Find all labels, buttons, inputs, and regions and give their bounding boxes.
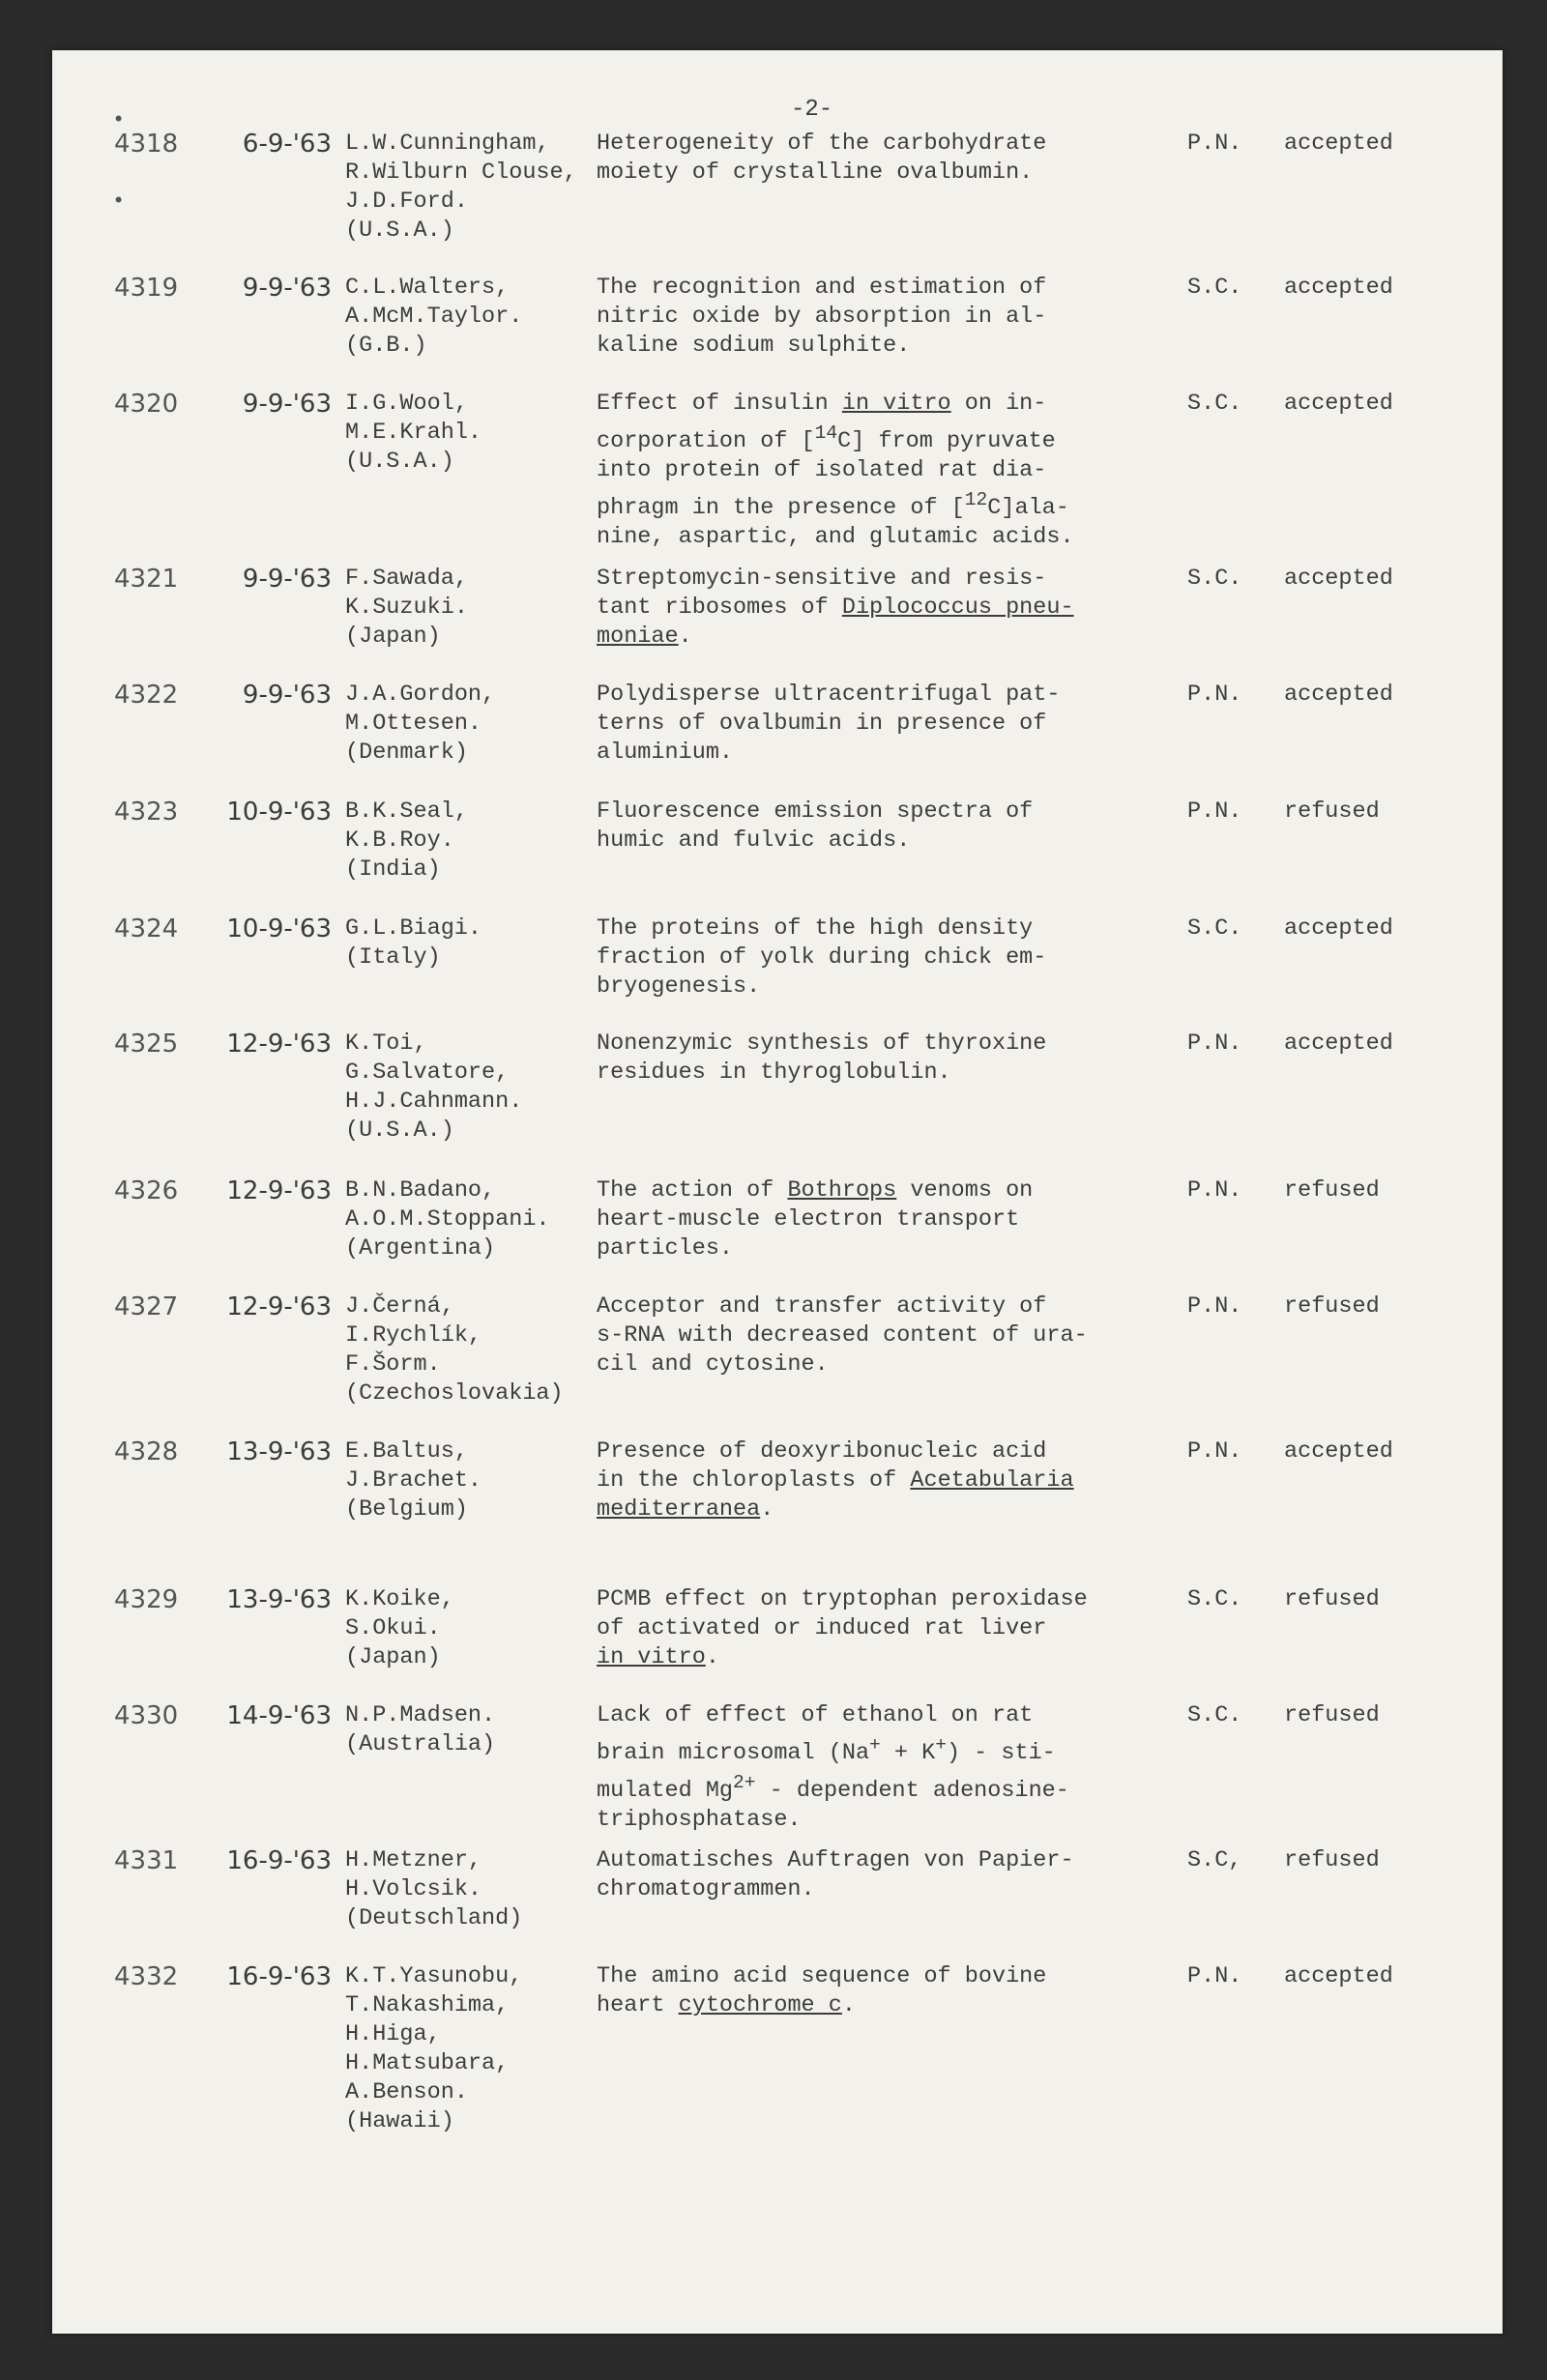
entry-authors: K.Koike, S.Okui. (Japan) [345, 1586, 454, 1670]
title-line: into protein of isolated rat dia- [597, 456, 1047, 483]
entry-journal: P.N. [1187, 1293, 1242, 1320]
entry-number: 4328 [114, 1437, 179, 1466]
entry-date: 12-9-'63 [226, 1176, 332, 1205]
entry-status: refused [1284, 1586, 1380, 1612]
title-line: The proteins of the high density [597, 915, 1034, 942]
title-line: heart-muscle electron transport [597, 1206, 1020, 1233]
entry-authors: F.Sawada, K.Suzuki. (Japan) [345, 566, 468, 650]
entry-authors: I.G.Wool, M.E.Krahl. (U.S.A.) [345, 391, 482, 475]
entry-authors: L.W.Cunningham, R.Wilburn Clouse, J.D.Ford. (U.S.A.) [345, 131, 577, 244]
entry-title [597, 1030, 1177, 1088]
entry-status: refused [1284, 1847, 1380, 1873]
entry-status: accepted [1284, 566, 1393, 592]
entry-authors: H.Metzner, H.Volcsik. (Deutschland) [345, 1847, 523, 1931]
entry-authors: K.T.Yasunobu, T.Nakashima, H.Higa, H.Matsubara, A.Benson. (Hawaii) [345, 1963, 523, 2134]
entry-date: 16-9-'63 [226, 1962, 332, 1991]
entry-number: 4326 [114, 1176, 179, 1205]
entry-number: 4320 [114, 390, 179, 419]
entry-title [597, 1701, 1177, 1835]
margin-dot: • [112, 189, 126, 214]
entry-journal: S.C. [1187, 391, 1242, 417]
entry-date: 9-9-'63 [242, 274, 332, 303]
title-line: Effect of insulin in vitro on in- [597, 391, 1047, 417]
entry-title [597, 1962, 1177, 2020]
title-line: phragm in the presence of [$^{12}$C]ala- [597, 488, 1069, 521]
title-line: particles. [597, 1235, 734, 1262]
entry-title [597, 1846, 1177, 1904]
entry-number: 4325 [114, 1030, 179, 1059]
entry-authors: N.P.Madsen. (Australia) [345, 1702, 496, 1757]
entry-status: accepted [1284, 275, 1393, 301]
title-line: tant ribosomes of Diplococcus pneu- [597, 595, 1074, 621]
entry-journal: P.N. [1187, 1963, 1242, 1989]
entry-number: 4318 [114, 130, 179, 159]
entry-date: 9-9-'63 [242, 390, 332, 419]
entry-status: accepted [1284, 1963, 1393, 1989]
entry-title [597, 914, 1177, 1001]
entry-title [597, 681, 1177, 768]
entry-journal: S.C. [1187, 1586, 1242, 1612]
entry-journal: S.C. [1187, 566, 1242, 592]
title-line: brain microsomal (Na+ + K+) - sti- [597, 1734, 1056, 1766]
entry-journal: S.C. [1187, 275, 1242, 301]
margin-dot: • [112, 108, 126, 132]
entry-status: accepted [1284, 1438, 1393, 1465]
entry-title [597, 565, 1177, 652]
title-line: fraction of yolk during chick em- [597, 944, 1047, 971]
title-line: Fluorescence emission spectra of [597, 798, 1034, 825]
title-line: Lack of effect of ethanol on rat [597, 1702, 1034, 1728]
entry-journal: P.N. [1187, 1177, 1242, 1204]
title-line: humic and fulvic acids. [597, 827, 911, 854]
title-line: Acceptor and transfer activity of [597, 1293, 1047, 1320]
entry-authors: C.L.Walters, A.McM.Taylor. (G.B.) [345, 275, 523, 359]
entry-title [597, 1437, 1177, 1524]
entry-status: refused [1284, 798, 1380, 825]
title-line: The recognition and estimation of [597, 275, 1047, 301]
entry-status: accepted [1284, 391, 1393, 417]
entry-date: 10-9-'63 [226, 914, 332, 943]
entry-date: 13-9-'63 [226, 1585, 332, 1614]
entry-date: 6-9-'63 [242, 130, 332, 159]
title-line: Streptomycin-sensitive and resis- [597, 566, 1047, 592]
entry-status: accepted [1284, 1030, 1393, 1057]
title-line: aluminium. [597, 740, 734, 766]
title-line: Automatisches Auftragen von Papier- [597, 1847, 1074, 1873]
entry-authors: J.Černá, I.Rychlík, F.Šorm. (Czechoslovakia) [345, 1293, 564, 1407]
page-number: -2- [791, 97, 833, 123]
title-line: in the chloroplasts of Acetabularia [597, 1467, 1074, 1494]
entry-journal: P.N. [1187, 682, 1242, 708]
title-line: The action of Bothrops venoms on [597, 1177, 1034, 1204]
title-line: Presence of deoxyribonucleic acid [597, 1438, 1047, 1465]
entry-number: 4329 [114, 1585, 179, 1614]
entry-authors: E.Baltus, J.Brachet. (Belgium) [345, 1438, 482, 1523]
entry-title [597, 798, 1177, 856]
title-line: triphosphatase. [597, 1806, 802, 1833]
title-line: terns of ovalbumin in presence of [597, 711, 1047, 737]
title-line: moiety of crystalline ovalbumin. [597, 160, 1034, 186]
entry-number: 4331 [114, 1846, 179, 1875]
title-line: heart cytochrome c. [597, 1992, 856, 2018]
entry-number: 4330 [114, 1701, 179, 1730]
entry-number: 4327 [114, 1292, 179, 1321]
entry-number: 4319 [114, 274, 179, 303]
entry-status: accepted [1284, 682, 1393, 708]
entry-title [597, 1585, 1177, 1672]
entry-journal: P.N. [1187, 1438, 1242, 1465]
entry-status: accepted [1284, 131, 1393, 157]
entry-title [597, 390, 1177, 552]
entry-number: 4324 [114, 914, 179, 943]
entry-authors: J.A.Gordon, M.Ottesen. (Denmark) [345, 682, 496, 766]
title-line: s-RNA with decreased content of ura- [597, 1322, 1088, 1349]
title-line: kaline sodium sulphite. [597, 333, 911, 359]
title-line: corporation of [$^{14}$C] from pyruvate [597, 422, 1056, 454]
title-line: PCMB effect on tryptophan peroxidase [597, 1586, 1088, 1612]
entry-authors: G.L.Biagi. (Italy) [345, 915, 482, 971]
title-line: The amino acid sequence of bovine [597, 1963, 1047, 1989]
title-line: nine, aspartic, and glutamic acids. [597, 523, 1074, 550]
title-line: in vitro. [597, 1644, 719, 1670]
entry-title [597, 1292, 1177, 1379]
entry-status: refused [1284, 1293, 1380, 1320]
title-line: mulated $Mg^{2+}$ - dependent adenosine- [597, 1771, 1069, 1804]
title-line: bryogenesis. [597, 973, 761, 1000]
entry-number: 4322 [114, 681, 179, 710]
title-line: of activated or induced rat liver [597, 1615, 1047, 1641]
entry-journal: S.C. [1187, 1702, 1242, 1728]
title-line: moniae. [597, 624, 692, 650]
title-line: Nonenzymic synthesis of thyroxine [597, 1030, 1047, 1057]
entry-authors: B.N.Badano, A.O.M.Stoppani. (Argentina) [345, 1177, 550, 1262]
entry-date: 9-9-'63 [242, 681, 332, 710]
entry-number: 4332 [114, 1962, 179, 1991]
title-line: Polydisperse ultracentrifugal pat- [597, 682, 1061, 708]
entry-date: 13-9-'63 [226, 1437, 332, 1466]
title-line: cil and cytosine. [597, 1351, 829, 1378]
entry-journal: P.N. [1187, 798, 1242, 825]
title-line: chromatogrammen. [597, 1876, 815, 1902]
title-line: residues in thyroglobulin. [597, 1059, 951, 1086]
entry-title [597, 1176, 1177, 1263]
entry-status: accepted [1284, 915, 1393, 942]
entry-date: 12-9-'63 [226, 1030, 332, 1059]
entry-authors: B.K.Seal, K.B.Roy. (India) [345, 798, 468, 883]
entry-date: 16-9-'63 [226, 1846, 332, 1875]
entry-journal: P.N. [1187, 1030, 1242, 1057]
entry-status: refused [1284, 1177, 1380, 1204]
entry-date: 10-9-'63 [226, 798, 332, 827]
entry-date: 9-9-'63 [242, 565, 332, 594]
entry-title [597, 274, 1177, 361]
title-line: nitric oxide by absorption in al- [597, 304, 1047, 330]
entry-date: 14-9-'63 [226, 1701, 332, 1730]
entry-status: refused [1284, 1702, 1380, 1728]
entry-number: 4321 [114, 565, 179, 594]
entry-title [597, 130, 1177, 188]
entry-journal: S.C, [1187, 1847, 1242, 1873]
entry-date: 12-9-'63 [226, 1292, 332, 1321]
entry-journal: P.N. [1187, 131, 1242, 157]
title-line: mediterranea. [597, 1496, 774, 1523]
entry-journal: S.C. [1187, 915, 1242, 942]
title-line: Heterogeneity of the carbohydrate [597, 131, 1047, 157]
entry-authors: K.Toi, G.Salvatore, H.J.Cahnmann. (U.S.A.) [345, 1030, 523, 1144]
entry-number: 4323 [114, 798, 179, 827]
